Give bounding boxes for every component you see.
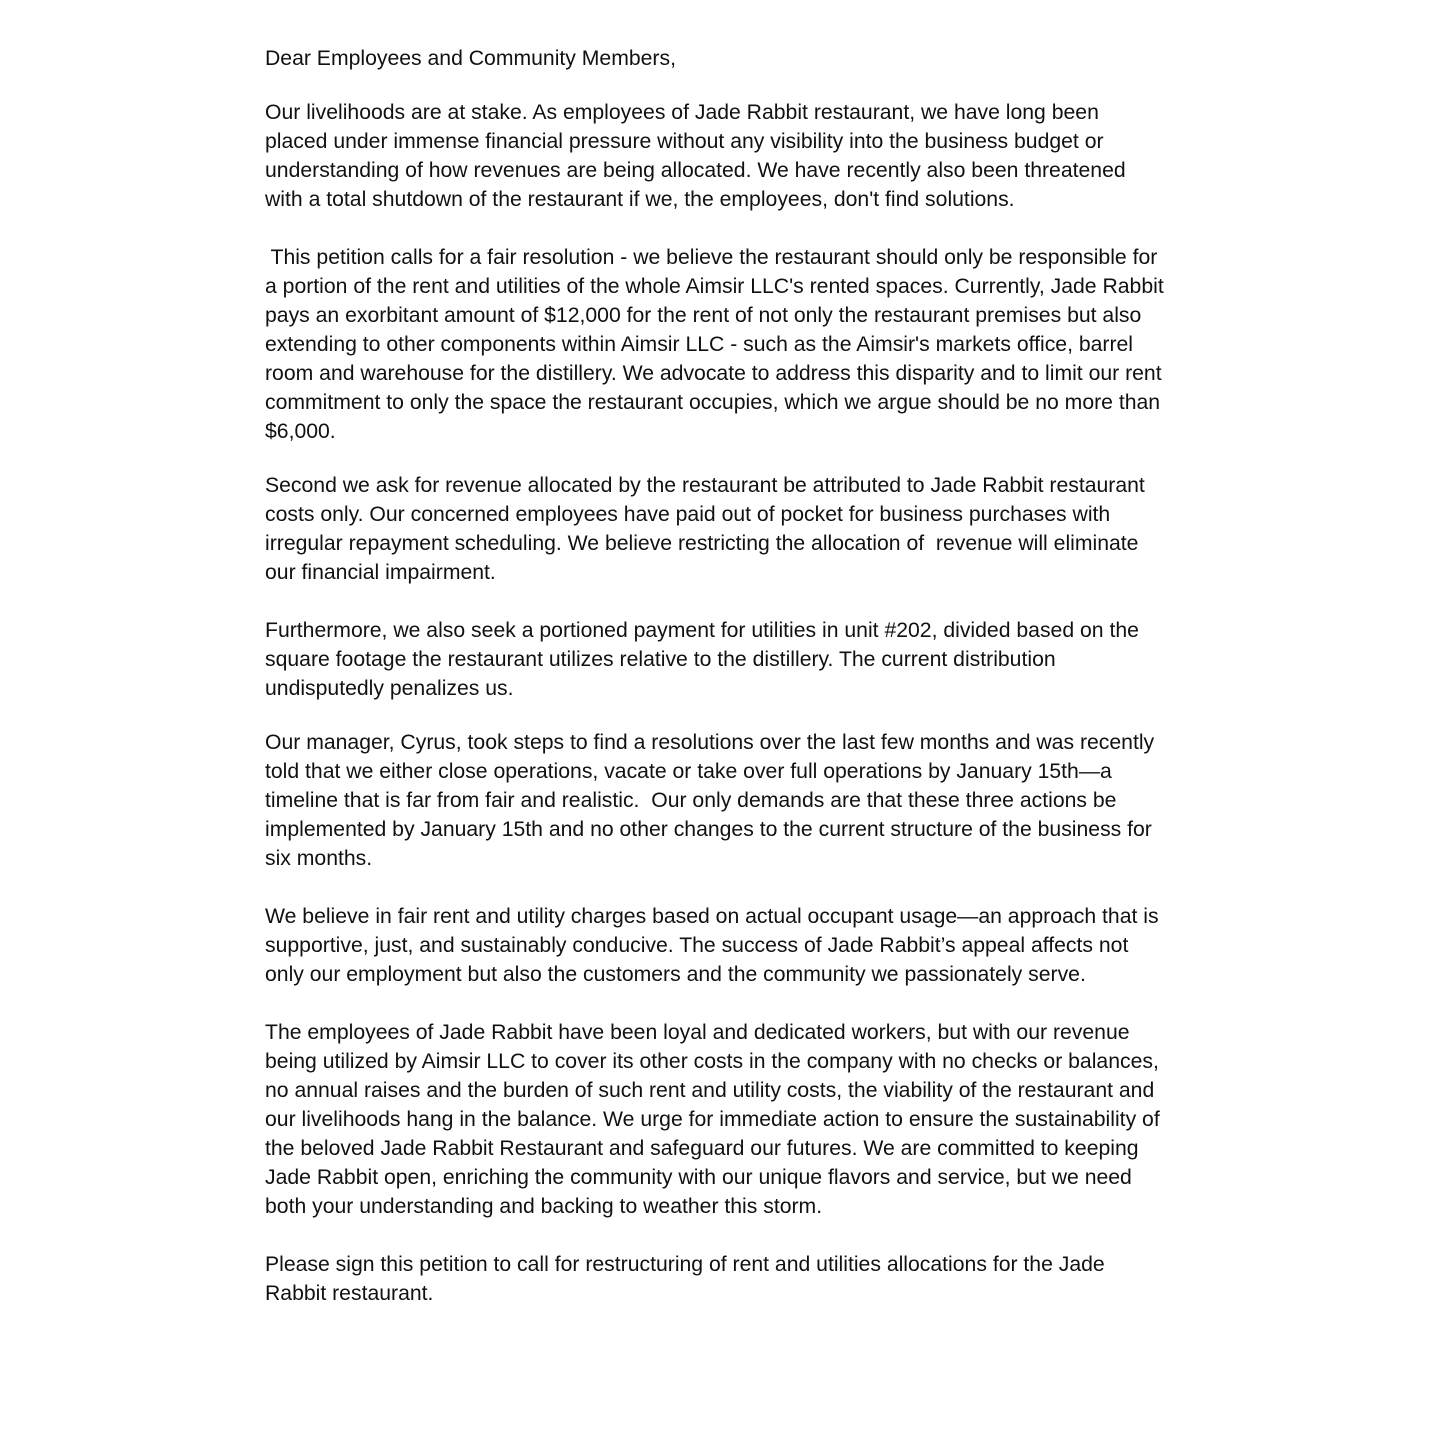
paragraph-fair-charges	[265, 902, 1210, 989]
text-line: Second we ask for revenue allocated by the restaurant be attributed to Jade Rabbit restaurant	[265, 474, 1145, 497]
text-line: $6,000.	[265, 420, 336, 443]
paragraph-revenue-allocation	[265, 471, 1210, 587]
paragraph-manager-timeline	[265, 728, 1210, 873]
text-line: undisputedly penalizes us.	[265, 677, 514, 700]
text-line: timeline that is far from fair and realistic. Our only demands are that these three actions be	[265, 789, 1117, 812]
text-line: no annual raises and the burden of such rent and utility costs, the viability of the restaurant and	[265, 1079, 1155, 1102]
text-line: understanding of how revenues are being allocated. We have recently also been threatened	[265, 159, 1126, 182]
text-line: implemented by January 15th and no other changes to the current structure of the business for	[265, 818, 1152, 841]
text-line: Our livelihoods are at stake. As employees of Jade Rabbit restaurant, we have long been	[265, 101, 1099, 124]
text-line: only our employment but also the customers and the community we passionately serve.	[265, 963, 1086, 986]
text-line: costs only. Our concerned employees have paid out of pocket for business purchases with	[265, 503, 1111, 526]
paragraph-call-to-sign	[265, 1250, 1210, 1308]
petition-letter	[265, 44, 1210, 1308]
text-line: We believe in fair rent and utility charges based on actual occupant usage—an approach that is	[265, 905, 1159, 928]
text-line: The employees of Jade Rabbit have been loyal and dedicated workers, but with our revenue	[265, 1021, 1130, 1044]
text-line: our livelihoods hang in the balance. We urge for immediate action to ensure the sustainability of	[265, 1108, 1160, 1131]
text-line: irregular repayment scheduling. We believe restricting the allocation of revenue will eliminate	[265, 532, 1139, 555]
text-line: a portion of the rent and utilities of the whole Aimsir LLC's rented spaces. Currently, Jade Rabbit	[265, 275, 1164, 298]
text-line: Our manager, Cyrus, took steps to find a resolutions over the last few months and was recently	[265, 731, 1155, 754]
paragraph-livelihoods	[265, 98, 1210, 214]
paragraph-employees-loyal	[265, 1018, 1210, 1221]
text-line: with a total shutdown of the restaurant if we, the employees, don't find solutions.	[265, 188, 1015, 211]
text-line: supportive, just, and sustainably conducive. The success of Jade Rabbit’s appeal affects not	[265, 934, 1129, 957]
text-line: six months.	[265, 847, 373, 870]
text-line: extending to other components within Aimsir LLC - such as the Aimsir's markets office, barrel	[265, 333, 1134, 356]
text-line: Rabbit restaurant.	[265, 1282, 434, 1305]
text-line: Furthermore, we also seek a portioned payment for utilities in unit #202, divided based on the	[265, 619, 1139, 642]
text-line: Please sign this petition to call for restructuring of rent and utilities allocations for the Jade	[265, 1253, 1105, 1276]
text-line: commitment to only the space the restaurant occupies, which we argue should be no more than	[265, 391, 1161, 414]
text-line: Jade Rabbit open, enriching the community with our unique flavors and service, but we need	[265, 1166, 1132, 1189]
text-line: both your understanding and backing to weather this storm.	[265, 1195, 823, 1218]
paragraph-utilities	[265, 616, 1210, 703]
text-line: the beloved Jade Rabbit Restaurant and safeguard our futures. We are committed to keeping	[265, 1137, 1139, 1160]
text-line: told that we either close operations, vacate or take over full operations by January 15th—a	[265, 760, 1112, 783]
salutation	[265, 44, 1210, 73]
text-line: our financial impairment.	[265, 561, 496, 584]
text-line: square footage the restaurant utilizes relative to the distillery. The current distribution	[265, 648, 1056, 671]
text-line: room and warehouse for the distillery. We advocate to address this disparity and to limit our rent	[265, 362, 1162, 385]
text-line: being utilized by Aimsir LLC to cover its other costs in the company with no checks or balances,	[265, 1050, 1159, 1073]
text-line: This petition calls for a fair resolution - we believe the restaurant should only be responsible for	[265, 246, 1158, 269]
text-line: placed under immense financial pressure without any visibility into the business budget or	[265, 130, 1104, 153]
paragraph-rent-resolution	[265, 243, 1210, 446]
salutation-line: Dear Employees and Community Members,	[265, 47, 676, 70]
text-line: pays an exorbitant amount of $12,000 for the rent of not only the restaurant premises but also	[265, 304, 1142, 327]
